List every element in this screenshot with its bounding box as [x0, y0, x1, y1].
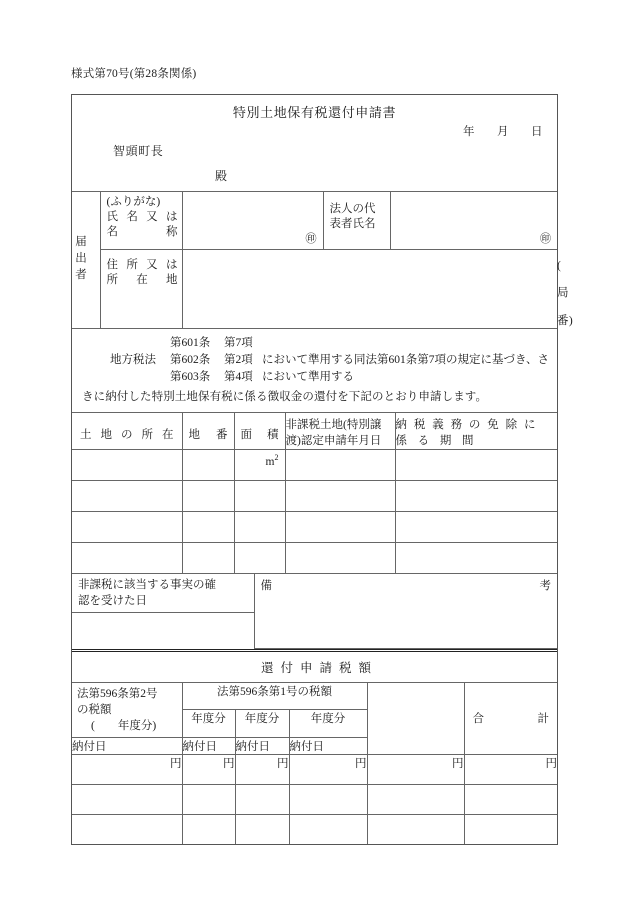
rep-seal-icon: ㊞ — [540, 233, 551, 245]
land-cell-certdate[interactable] — [285, 450, 395, 481]
tax-blank-cell[interactable] — [464, 784, 557, 814]
payment-date-label-1: 納付日 — [72, 737, 182, 754]
tax-group-header-row — [72, 683, 557, 710]
confirm-note-header-row — [72, 574, 557, 613]
tax-blank-cell[interactable] — [235, 784, 289, 814]
confirm-label-line2: 認を受けた日 — [78, 595, 147, 607]
page-title: 特別土地保有税還付申請書 — [232, 105, 397, 120]
law-clause-1: 第2項 — [224, 354, 253, 366]
land-cell-certdate[interactable] — [285, 481, 395, 512]
phone-paren-open: ( — [557, 260, 562, 272]
applicant-table — [72, 192, 574, 329]
yen-cell-1[interactable]: 円 — [72, 754, 182, 784]
law-clause-0: 第7項 — [224, 337, 253, 349]
form-number: 様式第70号(第28条関係) — [71, 68, 197, 80]
date-year-label: 年 — [463, 126, 475, 138]
tax-blank-column[interactable] — [367, 683, 464, 755]
land-cell-lotno[interactable] — [182, 481, 234, 512]
rep-label-cell — [323, 192, 390, 250]
tax-blank-cell[interactable] — [182, 814, 235, 844]
land-header-location: 土地の所在 — [72, 413, 182, 450]
address-label-line1: 住所又は — [106, 259, 178, 271]
land-cell-exemption-period[interactable] — [395, 481, 557, 512]
tax-blank-cell[interactable] — [289, 784, 367, 814]
form-frame — [71, 94, 574, 845]
law-row — [82, 335, 547, 352]
tax-blank-cell[interactable] — [367, 814, 464, 844]
law-row — [82, 352, 550, 369]
yen-cell-5[interactable]: 円 — [367, 754, 464, 784]
law-rows — [82, 335, 550, 386]
payment-date-label-4: 納付日 — [289, 737, 367, 754]
tax-blank-cell[interactable] — [289, 814, 367, 844]
honorific: 殿 — [215, 169, 228, 183]
applicant-name-row — [72, 192, 557, 250]
yen-cell-3[interactable]: 円 — [235, 754, 289, 784]
land-cell-exemption-period[interactable] — [395, 543, 557, 574]
tax-nendo-1: 年度分 — [182, 709, 235, 737]
confirm-label-cell — [72, 574, 254, 613]
land-table-row[interactable] — [72, 512, 557, 543]
land-cell-lotno[interactable] — [182, 450, 234, 481]
note-cell[interactable] — [254, 574, 557, 648]
law-tail-2: において準用する — [262, 371, 354, 383]
date-day-label: 日 — [531, 126, 543, 138]
land-cell-area[interactable] — [234, 450, 285, 481]
confirm-label-line1: 非課税に該当する事実の確 — [78, 579, 216, 591]
total-label-left: 合 — [472, 713, 485, 725]
law-clause-2: 第4項 — [224, 371, 253, 383]
addressee: 智頭町長 — [113, 144, 164, 158]
name-label-cell — [100, 192, 182, 250]
applicant-section-label-cell — [72, 192, 100, 329]
land-cell-location[interactable] — [72, 512, 182, 543]
note-label-right: 考 — [539, 580, 551, 592]
land-cell-area[interactable] — [234, 512, 285, 543]
tax-table — [72, 683, 557, 845]
land-cell-certdate[interactable] — [285, 512, 395, 543]
address-label-cell — [100, 250, 182, 329]
confirm-note-table — [72, 574, 557, 649]
title-block — [72, 95, 557, 192]
law-article-1: 第602条 — [170, 354, 211, 366]
phone-kyoku-label: 局 — [557, 287, 569, 299]
yen-cell-2[interactable]: 円 — [182, 754, 235, 784]
land-table-row[interactable] — [72, 481, 557, 512]
tax-blank-cell[interactable] — [367, 784, 464, 814]
tax-col1-line2: の税額 — [77, 703, 112, 716]
total-label-right: 計 — [537, 713, 550, 725]
land-cell-location[interactable] — [72, 481, 182, 512]
land-cell-lotno[interactable] — [182, 543, 234, 574]
land-table-row[interactable] — [72, 543, 557, 574]
law-article-0: 第601条 — [170, 337, 211, 349]
tax-col1-line3: ( 年度分) — [91, 719, 157, 732]
law-article-2: 第603条 — [170, 371, 211, 383]
law-name: 地方税法 — [110, 354, 156, 366]
tax-nendo-2: 年度分 — [235, 709, 289, 737]
name-seal-icon: ㊞ — [305, 233, 317, 245]
law-row — [82, 369, 547, 386]
land-table — [72, 413, 557, 574]
phone-ban-label: 番) — [557, 315, 574, 327]
date-month-label: 月 — [497, 126, 509, 138]
area-unit: m — [265, 455, 275, 468]
yen-cell-total[interactable]: 円 — [464, 754, 557, 784]
area-unit-sup: 2 — [274, 453, 279, 462]
note-label-left: 備 — [260, 580, 272, 592]
tax-group-header: 法第596条第1号の税額 — [182, 683, 367, 710]
land-cell-certdate[interactable] — [285, 543, 395, 574]
land-header-certdate: 非課税土地(特別譲 渡)認定申請年月日 — [285, 413, 395, 450]
land-header-exemption-period: 納税義務の免除に 係る期間 — [395, 413, 557, 450]
name-label-line1: 氏名又は — [106, 211, 178, 223]
rep-label-line2: 表者氏名 — [329, 218, 376, 230]
tax-blank-cell[interactable] — [235, 814, 289, 844]
land-cell-location[interactable] — [72, 543, 182, 574]
tax-nendo-3: 年度分 — [289, 709, 367, 737]
tax-col1-header — [72, 683, 182, 738]
applicant-section-label: 届出者 — [74, 235, 86, 285]
land-cell-exemption-period[interactable] — [395, 450, 557, 481]
tax-blank-row[interactable] — [72, 784, 557, 814]
name-label-line2: 名称 — [106, 226, 178, 238]
applicant-address-row — [72, 250, 557, 329]
tax-yen-row[interactable] — [72, 754, 557, 784]
law-tail-1: において準用する同法第601条第7項の規定に基づき、さ — [262, 354, 550, 366]
statutory-text-block — [72, 329, 557, 413]
land-cell-lotno[interactable] — [182, 512, 234, 543]
rep-label-line1: 法人の代 — [329, 203, 376, 215]
rep-input-cell[interactable] — [390, 192, 557, 250]
tax-blank-cell[interactable] — [72, 814, 182, 844]
name-input-cell[interactable] — [182, 192, 323, 250]
land-header-area: 面積 — [234, 413, 285, 450]
yen-cell-4[interactable]: 円 — [289, 754, 367, 784]
tax-blank-row[interactable] — [72, 814, 557, 844]
land-cell-area[interactable] — [234, 481, 285, 512]
address-input-cell[interactable] — [182, 250, 557, 329]
law-final-line: きに納付した特別土地保有税に係る徴収金の還付を下記のとおり申請します。 — [82, 391, 488, 403]
address-label-line2: 所在地 — [106, 274, 178, 286]
land-cell-exemption-period[interactable] — [395, 512, 557, 543]
land-cell-area[interactable] — [234, 543, 285, 574]
payment-date-label-2: 納付日 — [182, 737, 235, 754]
confirm-date-input-cell[interactable] — [72, 613, 254, 649]
tax-blank-cell[interactable] — [72, 784, 182, 814]
land-table-header-row — [72, 413, 557, 450]
land-cell-location[interactable] — [72, 450, 182, 481]
land-table-row[interactable] — [72, 450, 557, 481]
tax-total-header — [464, 683, 557, 755]
date-line — [463, 123, 543, 139]
tax-col1-line1: 法第596条第2号 — [77, 687, 158, 700]
tax-blank-cell[interactable] — [464, 814, 557, 844]
tax-blank-cell[interactable] — [182, 784, 235, 814]
land-header-lotno: 地番 — [182, 413, 234, 450]
payment-date-label-3: 納付日 — [235, 737, 289, 754]
refund-section-heading: 還付申請税額 — [72, 649, 557, 683]
furigana-label: (ふりがな) — [106, 196, 161, 208]
